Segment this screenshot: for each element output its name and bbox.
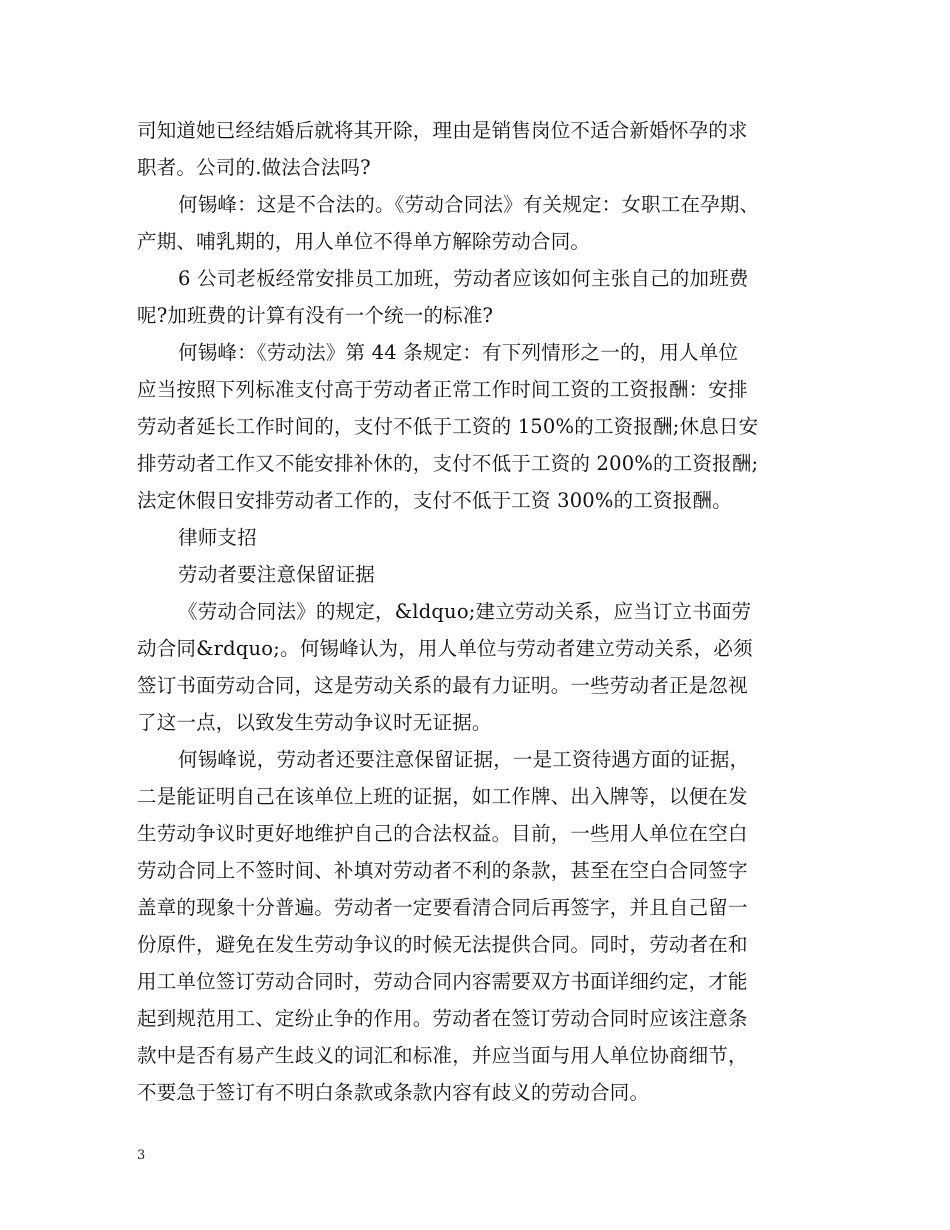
text-line-20: 生劳动争议时更好地维护自己的合法权益。目前，一些用人单位在空白 [137, 822, 748, 845]
text-line-15: 动合同&rdquo;。何锡峰认为，用人单位与劳动者建立劳动关系，必须 [137, 637, 753, 660]
text-line-10: 排劳动者工作又不能安排补休的，支付不低于工资的 200%的工资报酬; [137, 452, 759, 475]
subsection-heading: 劳动者要注意保留证据 [178, 563, 376, 586]
text-line-7: 何锡峰：《劳动法》第 44 条规定：有下列情形之一的，用人单位 [178, 341, 739, 364]
text-line-27: 不要急于签订有不明白条款或条款内容有歧义的劳动合同。 [137, 1081, 650, 1104]
text-line-11: 法定休假日安排劳动者工作的，支付不低于工资 300%的工资报酬。 [137, 489, 732, 512]
text-line-1: 司知道她已经结婚后就将其开除，理由是销售岗位不适合新婚怀孕的求 [137, 119, 748, 142]
text-line-26: 款中是否有易产生歧义的词汇和标准，并应当面与用人单位协商细节， [137, 1044, 748, 1067]
text-line-8: 应当按照下列标准支付高于劳动者正常工作时间工资的工资报酬：安排 [137, 378, 748, 401]
text-line-25: 起到规范用工、定纷止争的作用。劳动者在签订劳动合同时应该注意条 [137, 1007, 748, 1030]
text-line-9: 劳动者延长工作时间的，支付不低于工资的 150%的工资报酬;休息日安 [137, 415, 759, 438]
text-line-2: 职者。公司的.做法合法吗? [137, 156, 371, 179]
document-body [137, 112, 817, 1111]
text-line-21: 劳动合同上不签时间、补填对劳动者不利的条款，甚至在空白合同签字 [137, 859, 748, 882]
text-line-6: 呢?加班费的计算有没有一个统一的标准? [137, 304, 494, 327]
text-line-18: 何锡峰说，劳动者还要注意保留证据，一是工资待遇方面的证据， [178, 748, 750, 771]
text-line-23: 份原件，避免在发生劳动争议的时候无法提供合同。同时，劳动者在和 [137, 933, 748, 956]
text-line-14: 《劳动合同法》的规定，&ldquo;建立劳动关系，应当订立书面劳 [178, 600, 752, 623]
text-line-17: 了这一点，以致发生劳动争议时无证据。 [137, 711, 492, 734]
text-line-22: 盖章的现象十分普遍。劳动者一定要看清合同后再签字，并且自己留一 [137, 896, 748, 919]
page-number: 3 [137, 1148, 146, 1163]
text-line-3: 何锡峰：这是不合法的。《劳动合同法》有关规定：女职工在孕期、 [178, 193, 760, 216]
text-line-5: 6 公司老板经常安排员工加班，劳动者应该如何主张自己的加班费 [178, 267, 749, 290]
text-line-19: 二是能证明自己在该单位上班的证据，如工作牌、出入牌等，以便在发 [137, 785, 748, 808]
section-heading: 律师支招 [178, 526, 257, 549]
text-line-24: 用工单位签订劳动合同时，劳动合同内容需要双方书面详细约定，才能 [137, 970, 748, 993]
text-line-4: 产期、哺乳期的，用人单位不得单方解除劳动合同。 [137, 230, 591, 253]
text-line-16: 签订书面劳动合同，这是劳动关系的最有力证明。一些劳动者正是忽视 [137, 674, 748, 697]
